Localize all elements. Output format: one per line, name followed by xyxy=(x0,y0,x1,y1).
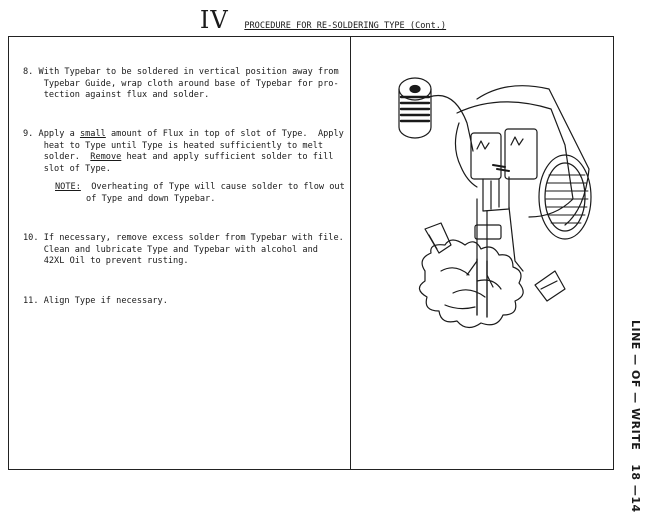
content-frame xyxy=(8,36,614,470)
note-block: NOTE: Overheating of Type will cause solder to flow out of Type and down Typebar. xyxy=(55,182,345,204)
step-8: 8. With Typebar to be soldered in vertical position away from Typebar Guide, wrap cloth around base of Typebar for pro- tection against flux and solder. xyxy=(23,67,339,101)
step-11: 11. Align Type if necessary. xyxy=(23,296,168,306)
column-divider xyxy=(350,37,351,469)
note-label: NOTE: xyxy=(55,182,81,192)
side-section-label xyxy=(620,320,642,513)
step-9: 9. Apply a small amount of Flux in top of slot of Type. Apply heat to Type until Type is heated sufficiently to melt solder. Remove heat and apply sufficient solder to fill slot of Type. xyxy=(23,129,344,174)
emphasis-remove: Remove xyxy=(90,152,122,163)
step-10: 10. If necessary, remove excess solder from Typebar with file. Clean and lubricate Type and Typebar with alcohol and 42XL Oil to prevent rusting. xyxy=(23,233,344,267)
protective-cloth-icon xyxy=(419,240,523,328)
soldering-typebar-illustration xyxy=(359,49,607,339)
platen-roller-icon xyxy=(455,86,591,239)
section-numeral: IV xyxy=(199,6,229,34)
page-header xyxy=(0,6,646,36)
page-number: 18 —14 xyxy=(629,464,642,513)
emphasis-small: small xyxy=(79,129,106,139)
solder-spool-icon xyxy=(399,78,473,151)
page-title: PROCEDURE FOR RE-SOLDERING TYPE (Cont.) xyxy=(244,21,447,31)
instructions-column xyxy=(9,37,349,469)
section-name: LINE — OF — WRITE xyxy=(629,320,642,451)
